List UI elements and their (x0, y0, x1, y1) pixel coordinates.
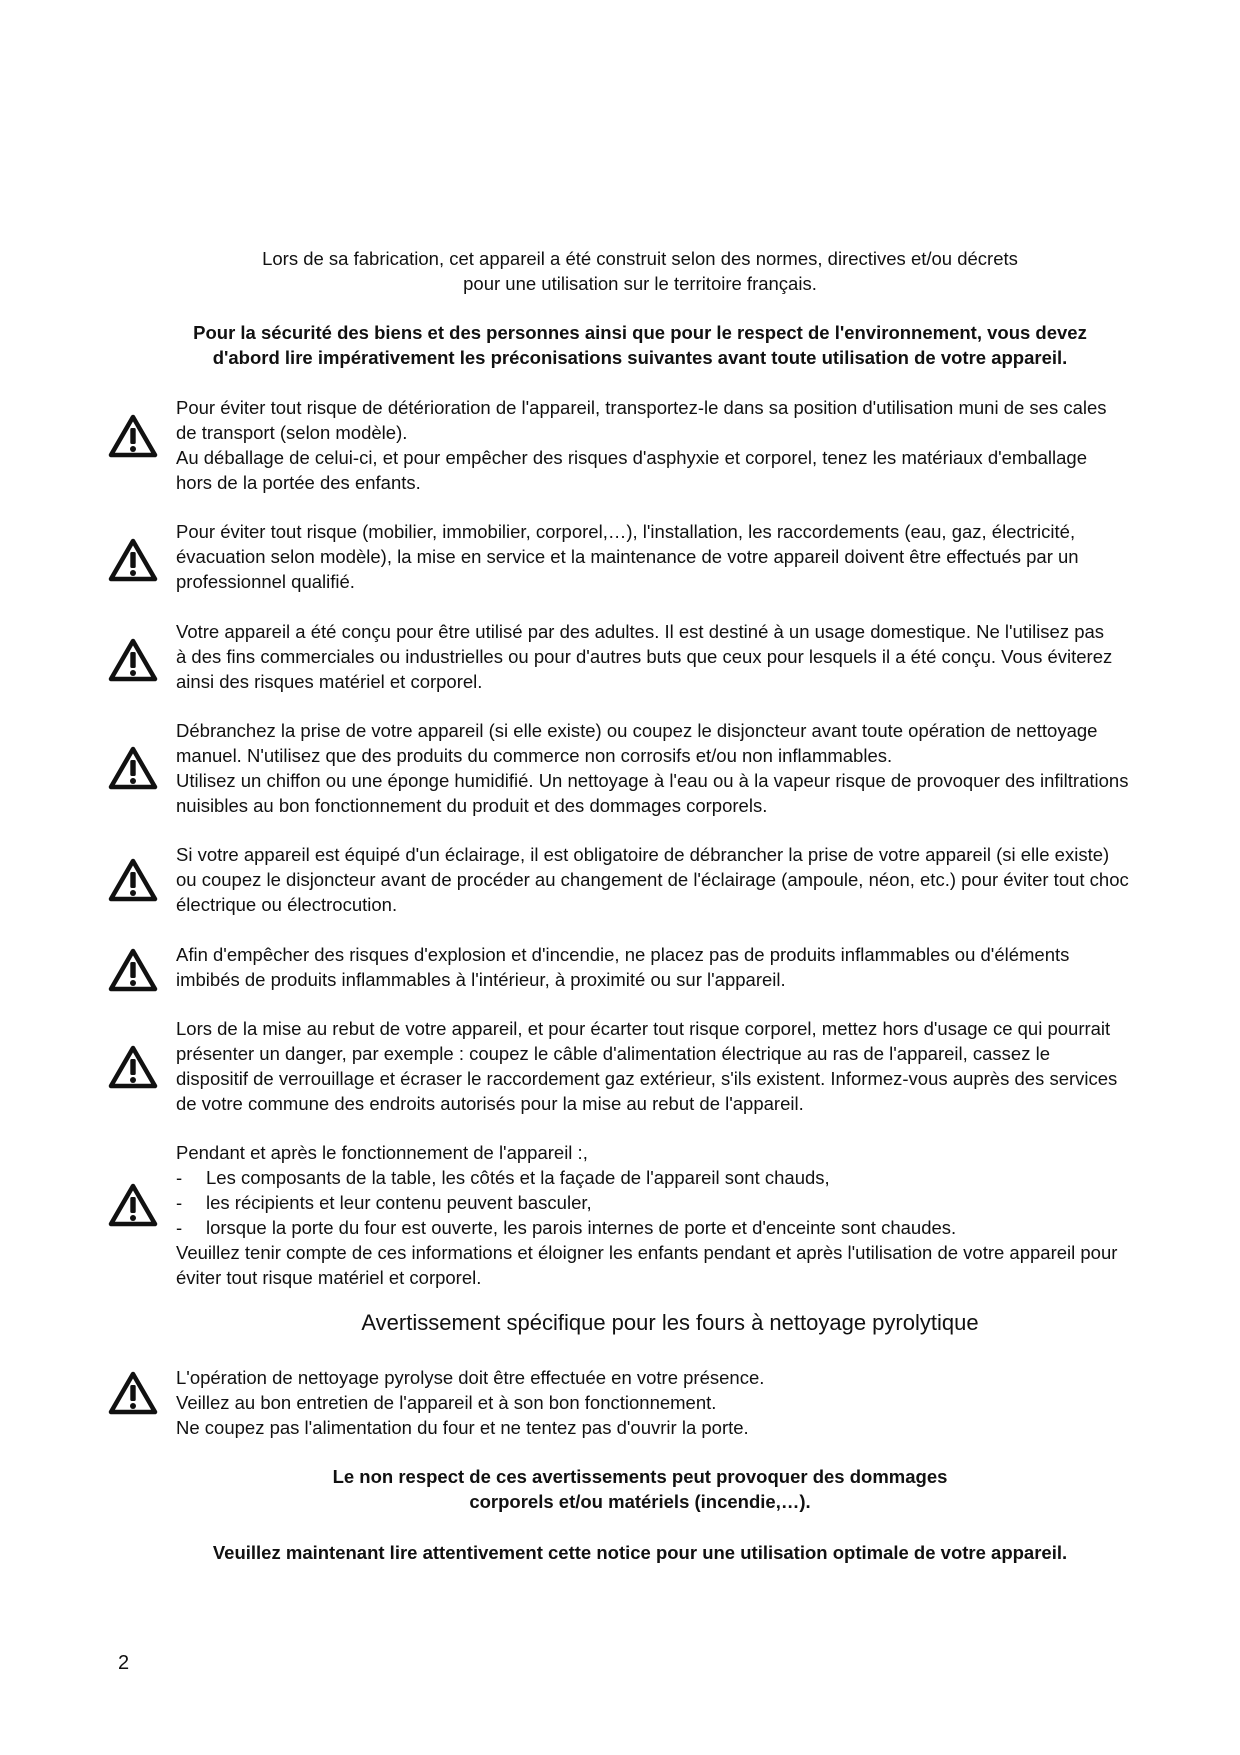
warning-line: Utilisez un chiffon ou une éponge humidifié. Un nettoyage à l'eau ou à la vapeur risque de provoquer des infiltrations (176, 770, 1129, 791)
warning-triangle-icon (108, 538, 158, 582)
consequence-line-2: corporels et/ou matériels (incendie,…). (469, 1491, 811, 1512)
safety-intro (130, 320, 1150, 370)
operation-warning-text (176, 1140, 1166, 1290)
warning-line: dispositif de verrouillage et écraser le raccordement gaz extérieur, s'ils existent. Informez-vous auprès des services (176, 1068, 1118, 1089)
page-number: 2 (118, 1652, 130, 1674)
warning-line: Votre appareil a été conçu pour être utilisé par des adultes. Il est destiné à un usage domestique. Ne l'utilisez pas (176, 621, 1105, 642)
bullet-item: - Les composants de la table, les côtés et la façade de l'appareil sont chauds, (176, 1165, 1166, 1190)
warning-line: électrique ou électrocution. (176, 894, 398, 915)
warning-line: Lors de la mise au rebut de votre appareil, et pour écarter tout risque corporel, mettez hors d'usage ce qui pourrait (176, 1018, 1111, 1039)
warning-line: nuisibles au bon fonctionnement du produit et des dommages corporels. (176, 795, 768, 816)
warning-line: Au déballage de celui-ci, et pour empêcher des risques d'asphyxie et corporel, tenez les matériaux d'emballage (176, 447, 1087, 468)
operation-intro: Pendant et après le fonctionnement de l'appareil :, (176, 1142, 588, 1163)
warning-line: hors de la portée des enfants. (176, 472, 421, 493)
warning-line: ou coupez le disjoncteur avant de procéder au changement de l'éclairage (ampoule, néon, etc.) pour éviter tout choc (176, 869, 1129, 890)
warning-triangle-icon (108, 858, 158, 902)
pyrolysis-line: L'opération de nettoyage pyrolyse doit être effectuée en votre présence. (176, 1367, 765, 1388)
warning-triangle-icon (108, 746, 158, 790)
pyrolysis-title: Avertissement spécifique pour les fours à nettoyage pyrolytique (361, 1310, 979, 1335)
warning-text (176, 395, 1166, 495)
warning-triangle-icon (108, 1045, 158, 1089)
intro-line-1: Lors de sa fabrication, cet appareil a été construit selon des normes, directives et/ou décrets (262, 248, 1018, 269)
pyrolysis-line: Ne coupez pas l'alimentation du four et ne tentez pas d'ouvrir la porte. (176, 1417, 749, 1438)
warning-triangle-icon (108, 414, 158, 458)
warning-line: présenter un danger, par exemple : coupez le câble d'alimentation électrique au ras de l'appareil, cassez le (176, 1043, 1051, 1064)
consequence-notice (130, 1464, 1150, 1514)
warning-triangle-icon (108, 638, 158, 682)
warning-line: à des fins commerciales ou industrielles ou pour d'autres buts que ceux pour lesquels il a été conçu. Vous éviterez (176, 646, 1113, 667)
intro-line-2: pour une utilisation sur le territoire français. (463, 273, 817, 294)
warning-text (176, 942, 1166, 992)
operation-outro-line: Veuillez tenir compte de ces informations et éloigner les enfants pendant et après l'utilisation de votre appareil pour (176, 1242, 1118, 1263)
closing-notice: Veuillez maintenant lire attentivement cette notice pour une utilisation optimale de votre appareil. (212, 1542, 1068, 1563)
warning-triangle-icon (108, 948, 158, 992)
safety-intro-line-1: Pour la sécurité des biens et des personnes ainsi que pour le respect de l'environnement, vous devez (193, 322, 1087, 343)
warning-line: imbibés de produits inflammables à l'intérieur, à proximité ou sur l'appareil. (176, 969, 786, 990)
bullet-item: - les récipients et leur contenu peuvent basculer, (176, 1190, 1166, 1215)
pyrolysis-text (176, 1365, 1166, 1440)
consequence-line-1: Le non respect de ces avertissements peut provoquer des dommages (332, 1466, 948, 1487)
warning-text (176, 519, 1166, 594)
warning-text (176, 842, 1166, 917)
warning-line: Afin d'empêcher des risques d'explosion et d'incendie, ne placez pas de produits inflammables ou d'éléments (176, 944, 1070, 965)
operation-outro-line: éviter tout risque matériel et corporel. (176, 1267, 482, 1288)
intro-notice (130, 246, 1150, 296)
bullet-item: - lorsque la porte du four est ouverte, les parois internes de porte et d'enceinte sont chaudes. (176, 1215, 1166, 1240)
warning-triangle-icon (108, 1371, 158, 1415)
warning-text (176, 1016, 1166, 1116)
warning-line: Pour éviter tout risque de détérioration de l'appareil, transportez-le dans sa position d'utilisation muni de ses cales (176, 397, 1107, 418)
warning-line: de transport (selon modèle). (176, 422, 408, 443)
safety-intro-line-2: d'abord lire impérativement les préconisations suivantes avant toute utilisation de votre appareil. (212, 347, 1068, 368)
warning-triangle-icon (108, 1183, 158, 1227)
warning-line: ainsi des risques matériel et corporel. (176, 671, 483, 692)
warning-line: Débranchez la prise de votre appareil (si elle existe) ou coupez le disjoncteur avant toute opération de nettoyage (176, 720, 1098, 741)
warning-line: manuel. N'utilisez que des produits du commerce non corrosifs et/ou non inflammables. (176, 745, 893, 766)
warning-text (176, 619, 1166, 694)
pyrolysis-line: Veillez au bon entretien de l'appareil et à son bon fonctionnement. (176, 1392, 717, 1413)
warning-line: évacuation selon modèle), la mise en service et la maintenance de votre appareil doivent être effectués par un (176, 546, 1079, 567)
warning-line: professionnel qualifié. (176, 571, 355, 592)
warning-text (176, 718, 1166, 818)
warning-line: de votre commune des endroits autorisés pour la mise au rebut de l'appareil. (176, 1093, 804, 1114)
warning-line: Si votre appareil est équipé d'un éclairage, il est obligatoire de débrancher la prise de votre appareil (si elle existe) (176, 844, 1110, 865)
warning-line: Pour éviter tout risque (mobilier, immobilier, corporel,…), l'installation, les raccordements (eau, gaz, électricité, (176, 521, 1076, 542)
